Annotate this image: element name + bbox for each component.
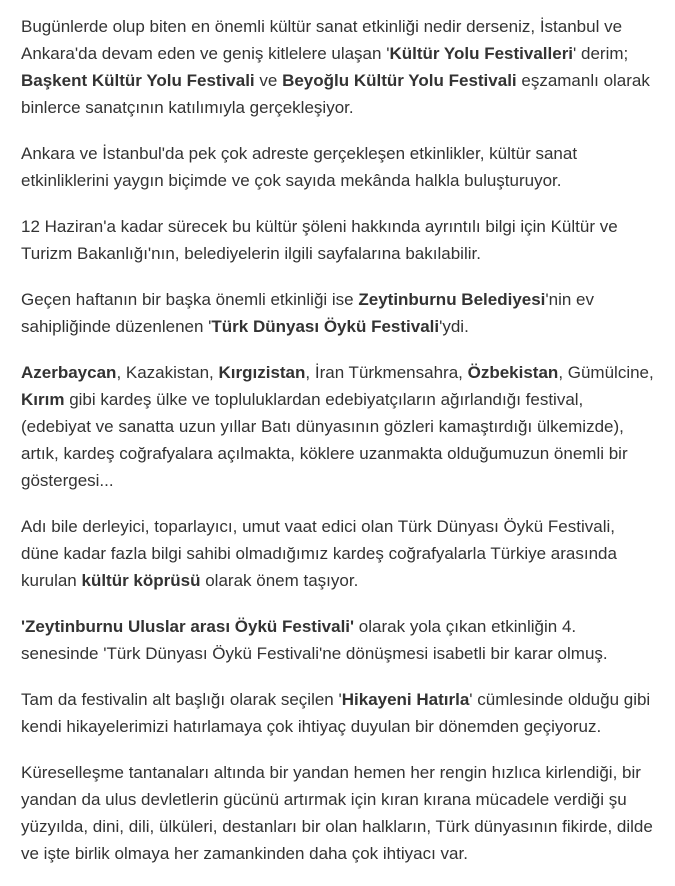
text-run: ve [254, 71, 283, 90]
text-run: , Kazakistan, [116, 363, 219, 382]
paragraph [21, 759, 655, 867]
paragraph [21, 286, 655, 340]
bold-text-run: Başkent Kültür Yolu Festivali [21, 71, 255, 90]
text-run: , İran Türkmensahra, [305, 363, 468, 382]
text-run: Küreselleşme tantanaları altında bir yandan hemen her rengin hızlıca kirlendiği, bir yandan da ulus devletlerin gücünü artırmak için kıran kırana mücadele verdiği şu yüzyılda, dini, dili, ülküleri, destanları bir olan halkların, Türk dünyasının fikirde, dilde ve işte birlik olmaya her zamankinden daha çok ihtiyacı var. [21, 763, 653, 863]
bold-text-run: Zeytinburnu Belediyesi [358, 290, 546, 309]
bold-text-run: Türk Dünyası Öykü Festivali [211, 317, 440, 336]
text-run: gibi kardeş ülke ve topluluklardan edebiyatçıların ağırlandığı festival, (edebiyat ve sanatta uzun yıllar Batı dünyasının gözleri kamaştırdığı ülkemizde), artık, kardeş coğrafyalara açılmakta, köklere uzanmakta olduğumuzun önemli bir göstergesi... [21, 390, 628, 490]
bold-text-run: Kırgızistan [218, 363, 306, 382]
paragraph [21, 613, 655, 667]
paragraph [21, 513, 655, 594]
text-run: ' cümlesinde olduğu gibi kendi hikayelerimizi hatırlamaya çok ihtiyaç duyulan bir dönemden geçiyoruz. [21, 690, 651, 736]
text-run: Bugünlerde olup biten en önemli kültür sanat etkinliği nedir derseniz, İstanbul ve Ankara'da devam eden ve geniş kitlelere ulaşan ' [21, 17, 623, 63]
bold-text-run: 'Zeytinburnu Uluslar arası Öykü Festivali' [21, 617, 355, 636]
bold-text-run: Özbekistan [467, 363, 559, 382]
paragraph [21, 140, 655, 194]
text-run: 12 Haziran'a kadar sürecek bu kültür şöleni hakkında ayrıntılı bilgi için Kültür ve Turizm Bakanlığı'nın, belediyelerin ilgili sayfalarına bakılabilir. [21, 217, 618, 263]
bold-text-run: Kırım [21, 390, 65, 409]
paragraph [21, 359, 655, 494]
bold-text-run: kültür köprüsü [81, 571, 201, 590]
bold-text-run: Beyoğlu Kültür Yolu Festivali [282, 71, 517, 90]
text-run: , Gümülcine, [558, 363, 654, 382]
paragraph-container [21, 13, 655, 867]
text-run: Adı bile derleyici, toparlayıcı, umut vaat edici olan Türk Dünyası Öykü Festivali, düne kadar fazla bilgi sahibi olmadığımız kardeş coğrafyalarla Türkiye arasında kurulan [21, 517, 617, 590]
paragraph [21, 686, 655, 740]
text-run: Geçen haftanın bir başka önemli etkinliği ise [21, 290, 359, 309]
text-run: olarak yola çıkan etkinliğin 4. senesinde 'Türk Dünyası Öykü Festivali'ne dönüşmesi isabetli bir karar olmuş. [21, 617, 608, 663]
bold-text-run: Azerbaycan [21, 363, 117, 382]
text-run: olarak önem taşıyor. [200, 571, 359, 590]
text-run: 'ydi. [439, 317, 469, 336]
paragraph [21, 213, 655, 267]
paragraph [21, 13, 655, 121]
bold-text-run: Hikayeni Hatırla [341, 690, 470, 709]
bold-text-run: Kültür Yolu Festivalleri [389, 44, 574, 63]
text-run: eşzamanlı olarak binlerce sanatçının katılımıyla gerçekleşiyor. [21, 71, 650, 117]
text-run: ' derim; [573, 44, 629, 63]
text-run: Tam da festivalin alt başlığı olarak seçilen ' [21, 690, 342, 709]
text-run: 'nin ev sahipliğinde düzenlenen ' [21, 290, 595, 336]
text-run: Ankara ve İstanbul'da pek çok adreste gerçekleşen etkinlikler, kültür sanat etkinliklerini yaygın biçimde ve çok sayıda mekânda halkla buluşturuyor. [21, 144, 578, 190]
